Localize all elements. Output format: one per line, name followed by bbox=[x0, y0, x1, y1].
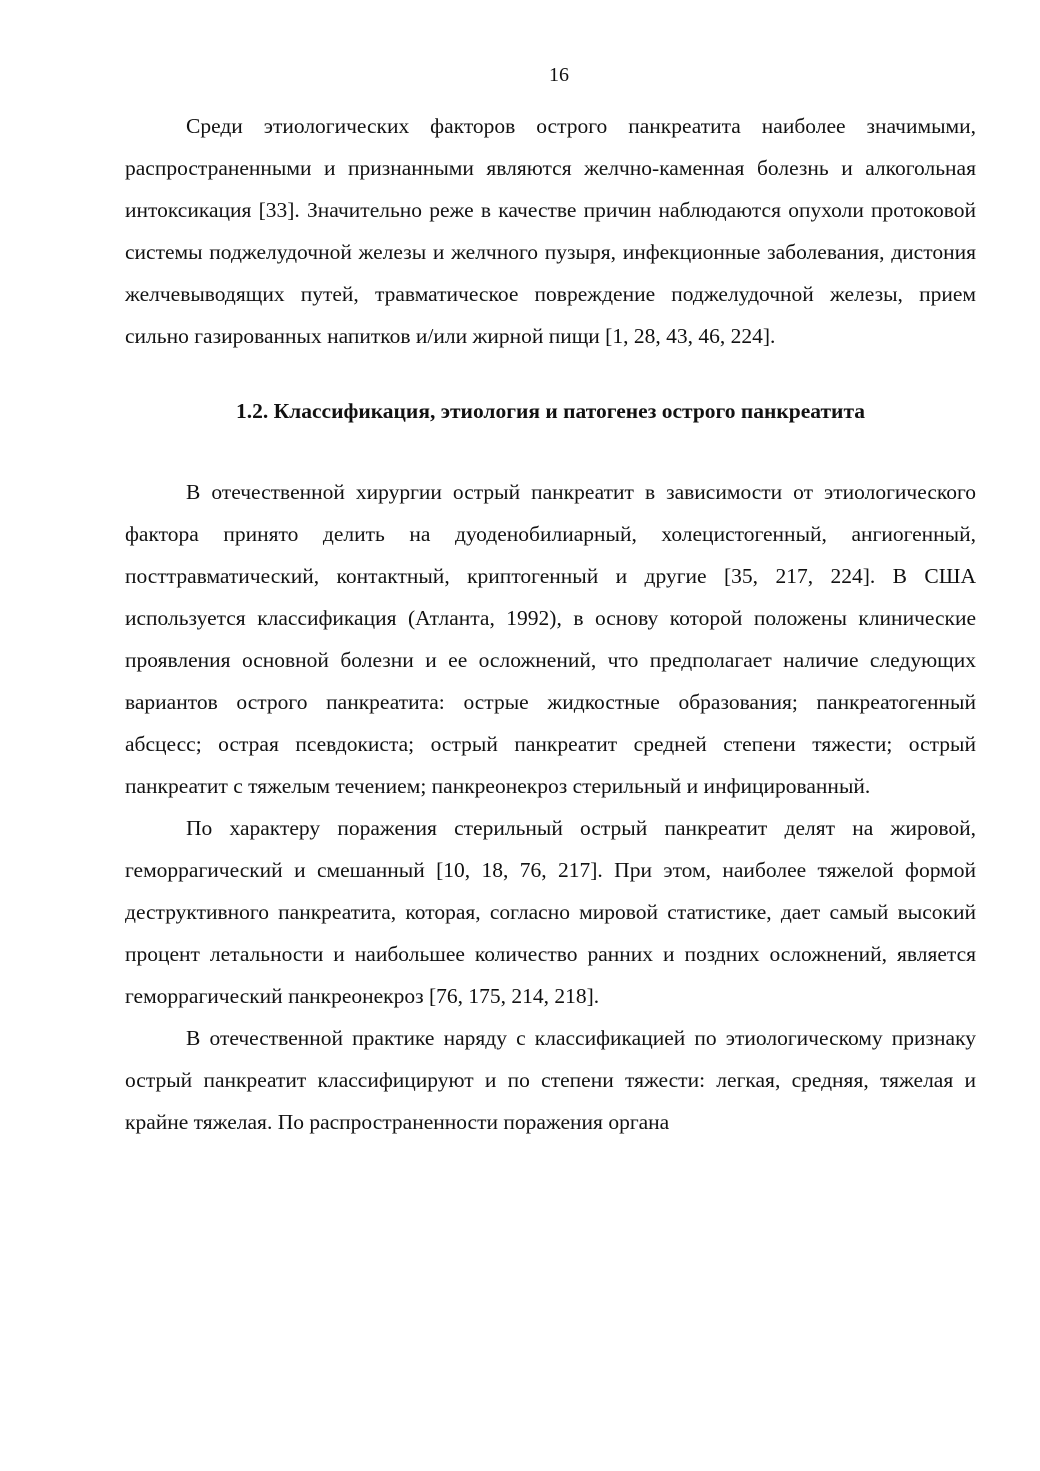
body-text bbox=[125, 105, 976, 1143]
paragraph-severity-classification: В отечественной практике наряду с классификацией по этиологическому признаку острый панкреатит классифицируют и по степени тяжести: легкая, средняя, тяжелая и крайне тяжелая. По распространенности поражения органа bbox=[125, 1026, 976, 1134]
paragraph-classification-etiology: В отечественной хирургии острый панкреатит в зависимости от этиологического фактора принято делить на дуоденобилиарный, холецистогенный, ангиогенный, посттравматический, контактный, криптогенный и другие [35, 217, 224]. В США используется классификация (Атланта, 1992), в основу которой положены клинические проявления основной болезни и ее осложнений, что предполагает наличие следующих вариантов острого панкреатита: острые жидкостные образования; панкреатогенный абсцесс; острая псевдокиста; острый панкреатит средней степени тяжести; острый панкреатит с тяжелым течением; панкреонекроз стерильный и инфицированный. bbox=[125, 480, 976, 798]
page-number: 16 bbox=[549, 64, 569, 86]
paragraph-etiology-factors: Среди этиологических факторов острого панкреатита наиболее значимыми, распространенными и признанными являются желчно-каменная болезнь и алкогольная интоксикация [33]. Значительно реже в качестве причин наблюдаются опухоли протоковой системы поджелудочной железы и желчного пузыря, инфекционные заболевания, дистония желчевыводящих путей, травматическое повреждение поджелудочной железы, прием сильно газированных напитков и/или жирной пищи [1, 28, 43, 46, 224]. bbox=[125, 114, 976, 348]
section-heading: 1.2. Классификация, этиология и патогенез острого панкреатита bbox=[235, 399, 866, 423]
paragraph-lesion-character: По характеру поражения стерильный острый панкреатит делят на жировой, геморрагический и смешанный [10, 18, 76, 217]. При этом, наиболее тяжелой формой деструктивного панкреатита, которая, согласно мировой статистике, дает самый высокий процент летальности и наибольшее количество ранних и поздних осложнений, является геморрагический панкреонекроз [76, 175, 214, 218]. bbox=[125, 816, 976, 1008]
